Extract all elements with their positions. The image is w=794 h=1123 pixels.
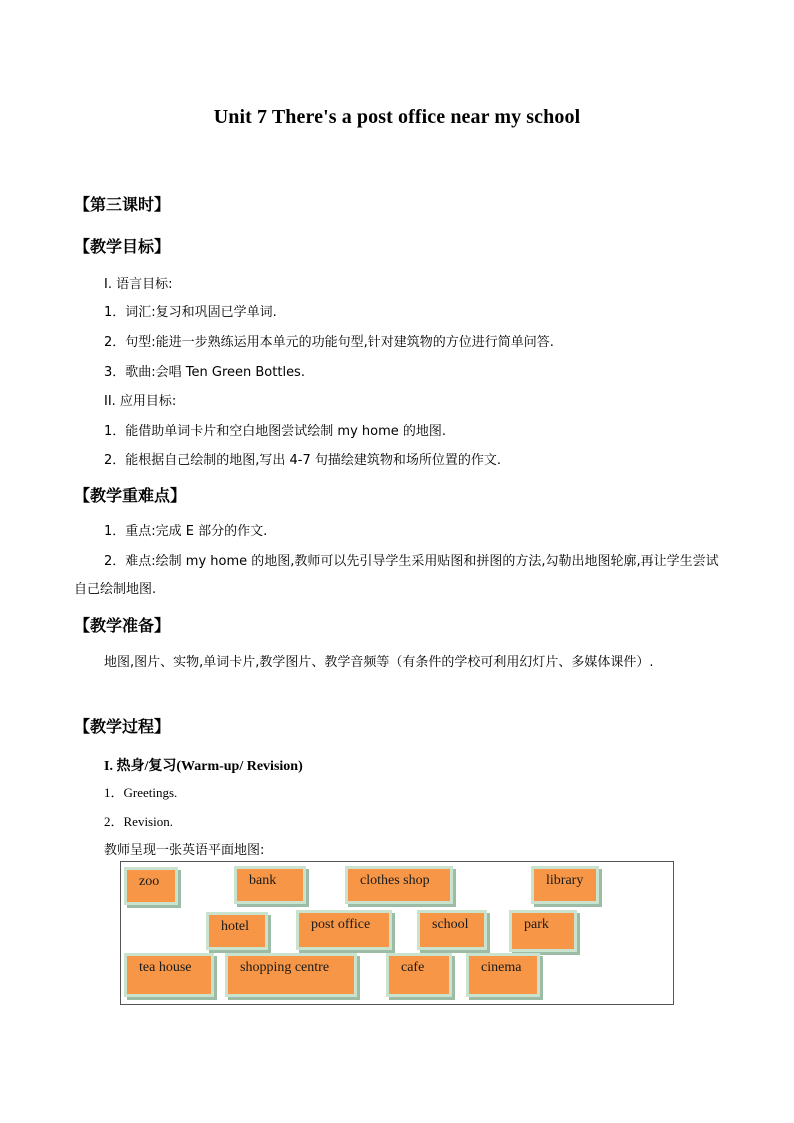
lang-objective-2: 2．句型:能进一步熟练运用本单元的功能句型,针对建筑物的方位进行简单问答. xyxy=(104,335,554,350)
map-card-zoo: zoo xyxy=(124,867,178,905)
document-title: Unit 7 There's a post office near my school xyxy=(213,106,581,128)
map-card-shopping-centre: shopping centre xyxy=(225,953,357,997)
preparation-text: 地图,图片、实物,单词卡片,教学图片、教学音频等（有条件的学校可利用幻灯片、多媒体课件）. xyxy=(104,655,654,670)
warmup-heading: I. 热身/复习(Warm-up/ Revision) xyxy=(104,759,303,774)
section-lesson: 【第三课时】 xyxy=(74,195,171,214)
key-point-2: 2．难点:绘制 my home 的地图,教师可以先引导学生采用贴图和拼图的方法,勾勒出地图轮廓,再让学生尝试自己绘制地图. xyxy=(74,554,719,597)
app-objective-1: 1．能借助单词卡片和空白地图尝试绘制 my home 的地图. xyxy=(104,424,447,439)
process-item-2: 2．Revision. xyxy=(104,814,173,829)
map-intro: 教师呈现一张英语平面地图: xyxy=(104,843,265,858)
process-item-1: 1．Greetings. xyxy=(104,785,178,800)
app-objective-2: 2．能根据自己绘制的地图,写出 4-7 句描绘建筑物和场所位置的作文. xyxy=(104,453,502,468)
lang-objective-3: 3．歌曲:会唱 Ten Green Bottles. xyxy=(104,365,305,380)
section-preparation: 【教学准备】 xyxy=(74,616,171,635)
map-card-clothes-shop: clothes shop xyxy=(345,866,453,904)
map-card-cafe: cafe xyxy=(386,953,452,997)
section-key-points: 【教学重难点】 xyxy=(74,486,187,505)
lang-objective-heading: I. 语言目标: xyxy=(104,277,173,292)
map-card-post-office: post office xyxy=(296,910,392,950)
app-objective-heading: II. 应用目标: xyxy=(104,394,177,409)
map-card-tea-house: tea house xyxy=(124,953,214,997)
section-objectives: 【教学目标】 xyxy=(74,237,171,256)
map-card-cinema: cinema xyxy=(466,953,540,997)
map-card-hotel: hotel xyxy=(206,912,268,950)
key-point-1: 1．重点:完成 E 部分的作文. xyxy=(104,524,268,539)
map-card-park: park xyxy=(509,910,577,952)
map-card-library: library xyxy=(531,866,599,904)
lang-objective-1: 1．词汇:复习和巩固已学单词. xyxy=(104,305,277,320)
map-card-bank: bank xyxy=(234,866,306,904)
section-process: 【教学过程】 xyxy=(74,717,171,736)
english-map xyxy=(120,861,674,1005)
map-card-school: school xyxy=(417,910,487,950)
